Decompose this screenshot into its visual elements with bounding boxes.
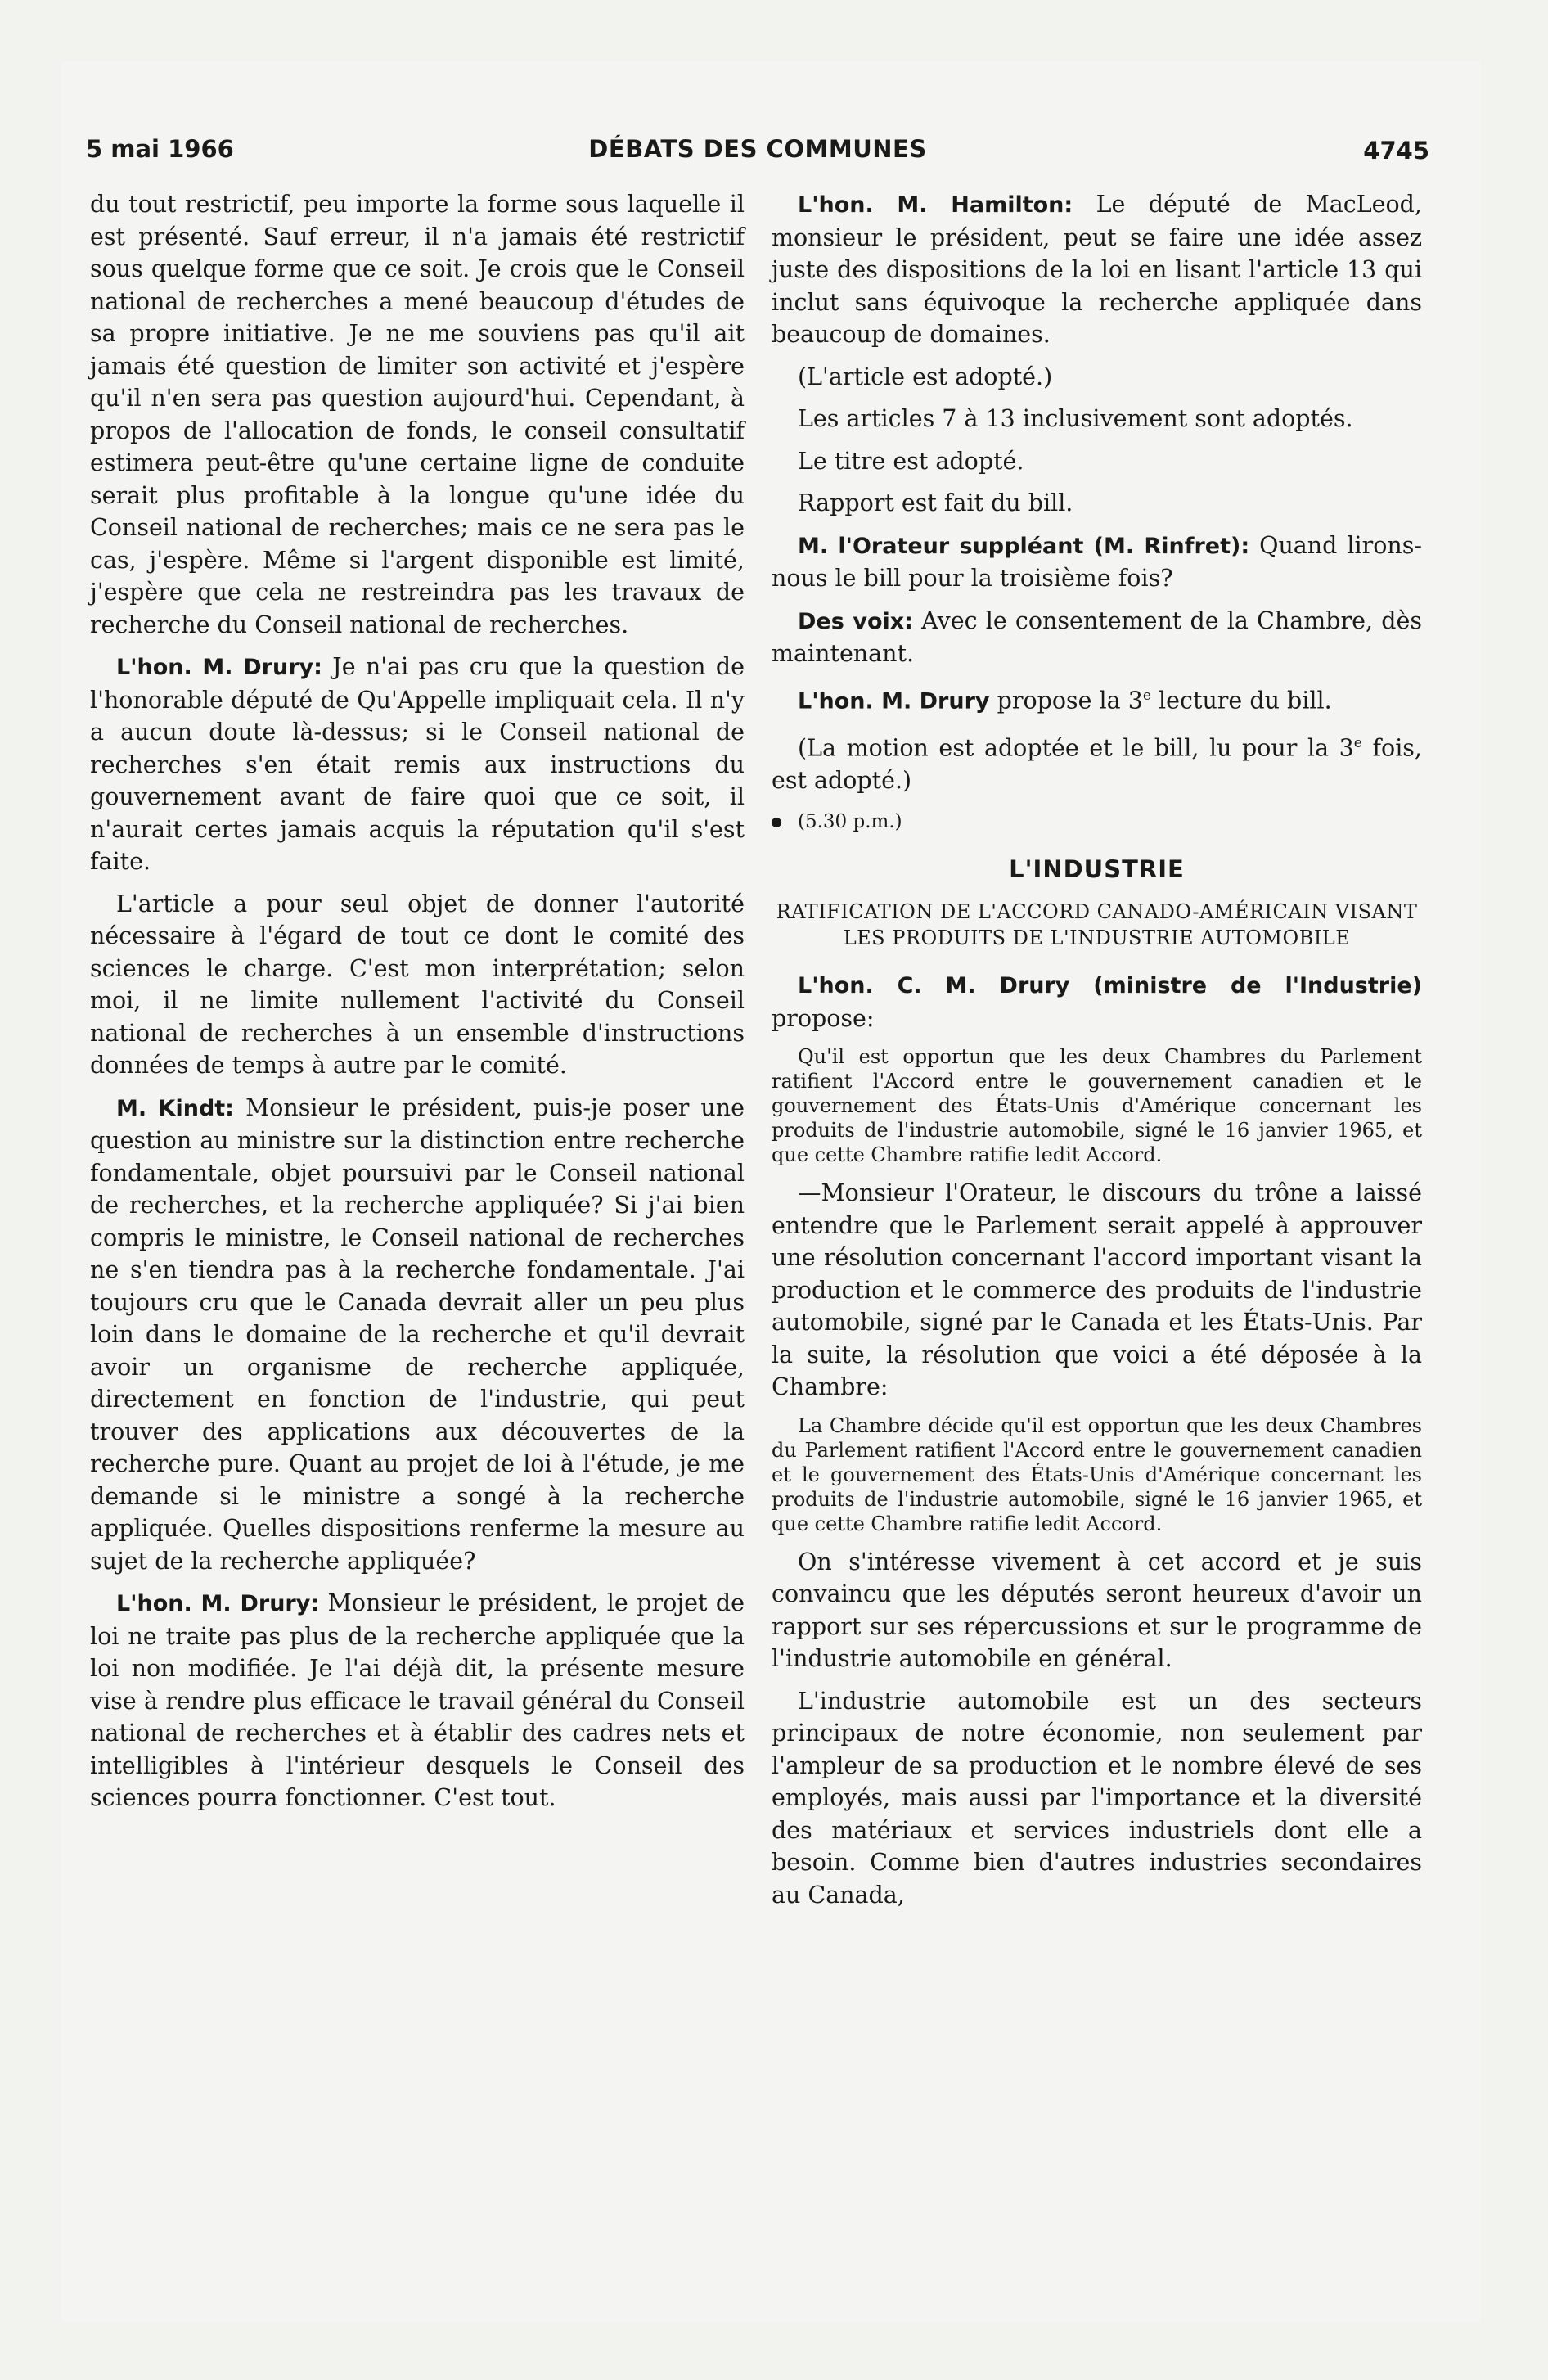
time-marker xyxy=(772,806,1422,839)
speech-text: Monsieur le président, puis-je poser une question au ministre sur la distinction entre recherche fondamentale, objet poursuivi par le Conseil national de recherches, et la recherche appliquée? Si j'ai bien compris le ministre, le Conseil national de recherches ne s'en tiendra pas à la recherche fondamentale. J'ai toujours cru que le Canada devrait aller un peu plus loin dans le domaine de la recherche et qu'il devrait avoir un organisme de recherche appliquée, directement en fonction de l'industrie, qui peut trouver des applications aux découvertes de la recherche pure. Quant au projet de loi à l'étude, je me demande si le ministre a songé à la recherche appliquée. Quelles dispositions renferme la mesure au sujet de la recherche appliquée? xyxy=(90,1093,745,1575)
speaker-name: Des voix: xyxy=(798,608,913,634)
procedural-note: Rapport est fait du bill. xyxy=(798,489,1073,516)
paragraph xyxy=(772,605,1422,670)
time-text: (5.30 p.m.) xyxy=(798,811,902,832)
superscript: e xyxy=(1142,687,1151,704)
paragraph xyxy=(90,1587,745,1814)
left-column xyxy=(90,188,745,1824)
speech-text: propose la 3 xyxy=(989,687,1143,714)
note-text: fois, est adopté.) xyxy=(772,734,1422,794)
section-subtitle: RATIFICATION DE L'ACCORD CANADO-AMÉRICAIN VISANT LES PRODUITS DE L'INDUSTRIE AUTOMOBILE xyxy=(776,900,1418,949)
procedural-note: Le titre est adopté. xyxy=(798,447,1024,475)
paragraph: On s'intéresse vivement à cet accord et je suis convaincu que les députés seront heureux d'avoir un rapport sur ses répercussions et sur le programme de l'industrie automobile en général. xyxy=(772,1548,1422,1672)
paragraph xyxy=(90,651,745,878)
page-number: 4745 xyxy=(1363,137,1429,165)
speaker-name: M. Kindt: xyxy=(116,1095,234,1121)
header-title: DÉBATS DES COMMUNES xyxy=(588,135,927,163)
paragraph: L'industrie automobile est un des secteurs principaux de notre économie, non seulement par l'ampleur de sa production et le nombre élevé de ses employés, mais aussi par l'importance et la diversité des matériaux et services industriels dont elle a besoin. Comme bien d'autres industries secondaires au Canada, xyxy=(772,1687,1422,1909)
speech-text: Avec le consentement de la Chambre, dès maintenant. xyxy=(772,606,1422,667)
speaker-name: L'hon. M. Drury: xyxy=(116,1591,320,1616)
paragraph xyxy=(772,969,1422,1034)
right-column xyxy=(772,188,1422,1921)
speaker-name: L'hon. M. Drury: xyxy=(116,655,322,680)
speaker-name: M. l'Orateur suppléant (M. Rinfret): xyxy=(798,533,1250,559)
speaker-name: L'hon. M. Hamilton: xyxy=(798,192,1073,218)
procedural-note: Les articles 7 à 13 inclusivement sont adoptés. xyxy=(798,405,1353,432)
bullet-icon xyxy=(772,818,781,827)
paragraph: L'article a pour seul objet de donner l'autorité nécessaire à l'égard de tout ce dont le comité des sciences le charge. C'est mon interprétation; selon moi, il ne limite nullement l'activité du Conseil national de recherches à un ensemble d'instructions données de temps à autre par le comité. xyxy=(90,890,745,1079)
paragraph xyxy=(772,530,1422,595)
paragraph xyxy=(772,680,1422,718)
procedural-note xyxy=(772,728,1422,797)
note-text: (La motion est adoptée et le bill, lu pour la 3 xyxy=(798,734,1354,761)
speaker-name: L'hon. M. Drury xyxy=(798,688,990,714)
page-header xyxy=(86,135,1429,176)
procedural-note: (L'article est adopté.) xyxy=(798,363,1053,390)
resolution-quote: La Chambre décide qu'il est opportun que les deux Chambres du Parlement ratifient l'Accord entre le gouvernement canadien et le gouvernement des États-Unis d'Amérique concernant les produits de l'industrie automobile, signé le 16 janvier 1965, et que cette Chambre ratifie ledit Accord. xyxy=(772,1413,1422,1535)
paragraph xyxy=(772,188,1422,351)
speech-text: Monsieur le président, le projet de loi ne traite pas plus de la recherche appliquée que la loi non modifiée. Je l'ai déjà dit, la présente mesure vise à rendre plus efficace le travail général du Conseil national de recherches et à établir des cadres nets et intelligibles à l'intérieur desquels le Conseil des sciences pourra fonctionner. C'est tout. xyxy=(90,1589,745,1811)
motion-quote: Qu'il est opportun que les deux Chambres du Parlement ratifient l'Accord entre le gouvernement canadien et le gouvernement des États-Unis d'Amérique concernant les produits de l'industrie automobile, signé le 16 janvier 1965, et que cette Chambre ratifie ledit Accord. xyxy=(772,1045,1422,1166)
header-date: 5 mai 1966 xyxy=(86,135,234,163)
paragraph: —Monsieur l'Orateur, le discours du trône a laissé entendre que le Parlement serait appelé à approuver une résolution concernant l'accord important visant la production et le commerce des produits de l'industrie automobile, signé par le Canada et les États-Unis. Par la suite, la résolution que voici a été déposée à la Chambre: xyxy=(772,1179,1422,1400)
superscript: e xyxy=(1353,734,1362,751)
paragraph: du tout restrictif, peu importe la forme sous laquelle il est présenté. Sauf erreur, il n'a jamais été restrictif sous quelque forme que ce soit. Je crois que le Conseil national de recherches a mené beaucoup d'études de sa propre initiative. Je ne me souviens pas qu'il ait jamais été question de limiter son activité et j'espère qu'il n'en sera pas question aujourd'hui. Cependant, à propos de l'allocation de fonds, le conseil consultatif estimera peut-être qu'une certaine ligne de conduite serait plus profitable à la longue qu'une idée du Conseil national de recherches; mais ce ne sera pas le cas, j'espère. Même si l'argent disponible est limité, j'espère que cela ne restreindra pas les travaux de recherche du Conseil national de recherches. xyxy=(90,191,745,638)
speech-text: Je n'ai pas cru que la question de l'honorable député de Qu'Appelle impliquait cela. Il n'y a aucun doute là-dessus; si le Conseil national de recherches s'en était remis aux instructions du gouvernement avant de faire quoi que ce soit, il n'aurait certes jamais acquis la réputation qu'il s'est faite. xyxy=(90,653,745,875)
speech-text: lecture du bill. xyxy=(1150,687,1332,714)
section-title: L'INDUSTRIE xyxy=(1009,854,1185,883)
speech-text: Quand lirons-nous le bill pour la troisième fois? xyxy=(772,531,1422,592)
paragraph xyxy=(90,1092,745,1578)
speech-text: Le député de MacLeod, monsieur le président, peut se faire une idée assez juste des dispositions de la loi en lisant l'article 13 qui inclut sans équivoque la recherche appliquée dans beaucoup de domaines. xyxy=(772,191,1422,348)
speaker-name: L'hon. C. M. Drury (ministre de l'Industrie) xyxy=(798,973,1422,998)
speech-text: propose: xyxy=(772,1004,875,1032)
